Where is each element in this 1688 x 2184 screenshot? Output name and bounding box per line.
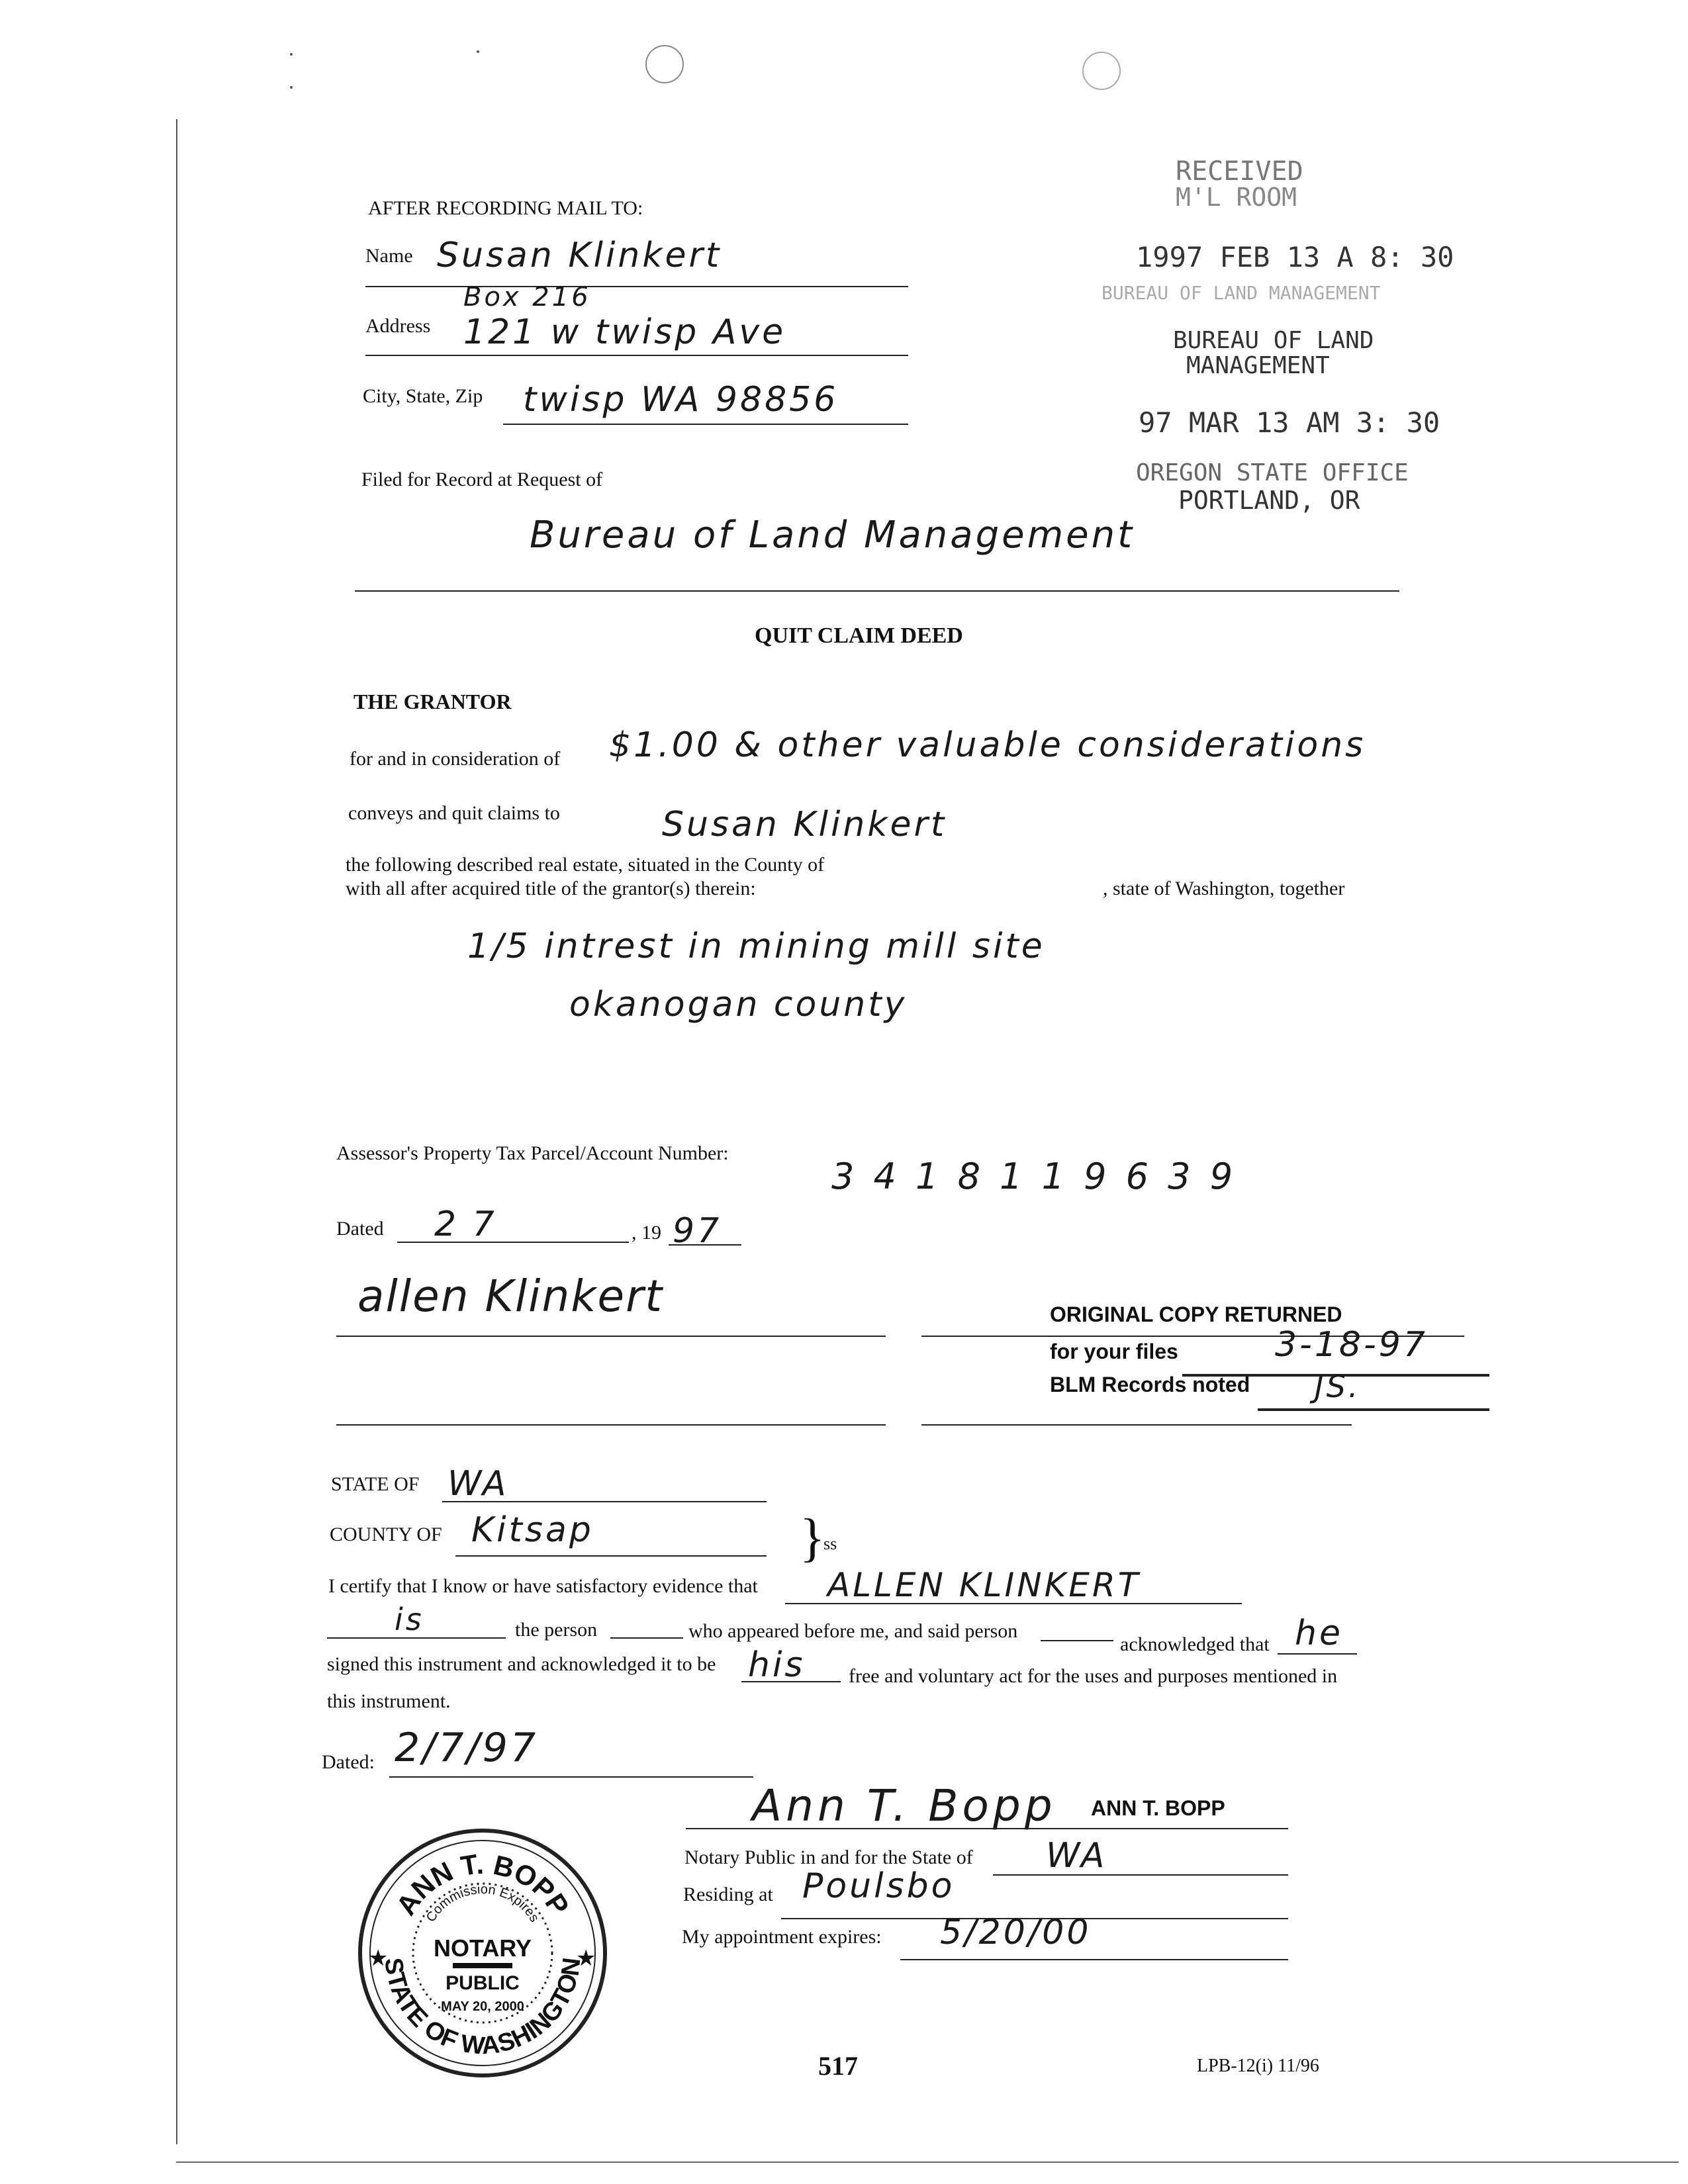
document-title: QUIT CLAIM DEED [755,623,963,648]
certify-underline [785,1603,1242,1604]
received-date-stamp: 1997 FEB 13 A 8: 30 [1136,241,1454,273]
residing-value: Poulsbo [802,1866,955,1906]
faded-stamp-line: BUREAU OF LAND MANAGEMENT [1102,282,1381,304]
person-underline [610,1637,683,1639]
blm-stamp-line2: for your files [1050,1340,1178,1363]
he-underline [1278,1653,1357,1655]
seal-star-right-icon: ★ [576,1945,596,1972]
description-line2: okanogan county [569,985,908,1024]
seal-public-text: PUBLIC [445,1972,520,1994]
grantee-value: Susan Klinkert [662,805,947,844]
bureau-stamp-line: BUREAU OF LAND [1173,327,1374,354]
signature-line-1 [336,1336,886,1337]
is-value: is [395,1602,424,1637]
address-underline [365,355,908,356]
city-label: City, State, Zip [363,385,483,407]
dated-underline [397,1242,629,1243]
bottom-border-line [176,2161,1679,2163]
punch-hole-right [1082,52,1121,90]
seal-date-text: MAY 20, 2000 [441,1999,524,2014]
county-label: COUNTY OF [330,1524,442,1545]
name-value: Susan Klinkert [437,236,722,275]
county-value: Kitsap [471,1510,594,1550]
dated-month-day: 2 7 [434,1205,497,1244]
received-stamp-line: RECEIVED [1176,156,1303,187]
appointment-underline [900,1959,1288,1960]
notary-state-underline [993,1874,1288,1876]
form-code: LPB-12(i) 11/96 [1197,2056,1319,2076]
notary-signature: Ann T. Bopp [752,1780,1056,1831]
seal-notary-text: NOTARY [434,1934,532,1962]
signature-line-3 [336,1424,886,1426]
scan-speck [290,53,293,56]
mail-room-stamp-line: M'L ROOM [1176,183,1297,212]
address-label: Address [365,315,431,337]
the-person-text: the person [515,1619,598,1641]
his-value: his [748,1645,806,1685]
blm-returned-date: 3-18-97 [1275,1325,1428,1365]
notary-public-label: Notary Public in and for the State of [684,1846,973,1868]
free-text: free and voluntary act for the uses and purposes mentioned in [849,1665,1338,1687]
bureau-date-stamp: 97 MAR 13 AM 3: 30 [1139,406,1440,439]
address-value: 121 w twisp Ave [463,312,786,352]
appointment-value: 5/20/00 [940,1913,1092,1952]
real-estate-line1: the following described real estate, situated in the County of [346,854,825,876]
office-stamp-line: OREGON STATE OFFICE [1136,459,1409,486]
ss-label: ss [823,1534,837,1553]
his-underline [741,1681,841,1682]
seal-notary-underbar [453,1963,512,1968]
said-person-underline [1041,1640,1113,1641]
punch-hole-left [645,45,684,83]
residing-label: Residing at [683,1884,773,1905]
appeared-text: who appeared before me, and said person [688,1620,1018,1642]
notary-printed-name: ANN T. BOPP [1091,1796,1225,1820]
real-estate-line2: with all after acquired title of the grantor(s) therein: [346,878,756,899]
consideration-value: $1.00 & other valuable considerations [609,725,1366,765]
blm-stamp-line1: ORIGINAL COPY RETURNED [1050,1302,1342,1326]
year-underline [669,1244,741,1246]
dated-label: Dated [336,1218,384,1240]
notary-dated-label: Dated: [322,1751,375,1773]
signed-text: signed this instrument and acknowledged it to be [327,1653,716,1675]
dated-century: , 19 [632,1222,661,1244]
appointment-label: My appointment expires: [682,1926,882,1948]
blm-noted-initials: JS. [1315,1369,1361,1404]
seal-commission-text: Commission Expires [423,1882,542,1925]
he-value: he [1295,1614,1343,1653]
scan-speck [290,86,293,89]
portland-stamp-line: PORTLAND, OR [1178,486,1360,515]
mail-to-heading: AFTER RECORDING MAIL TO: [368,197,643,219]
state-together-text: , state of Washington, together [1103,878,1345,899]
certify-text: I certify that I know or have satisfactory evidence that [328,1575,758,1597]
city-value: twisp WA 98856 [523,380,839,420]
notary-dated-value: 2/7/97 [395,1725,539,1771]
box-value: Box 216 [463,282,591,312]
blm-stamp-line3: BLM Records noted [1050,1373,1250,1396]
notary-seal [353,1824,612,2082]
consideration-label: for and in consideration of [350,748,561,770]
blm-line3-underline [1258,1408,1489,1411]
this-instrument-text: this instrument. [327,1690,451,1712]
seal-bottom-text: STATE OF WASHINGTON [379,1956,586,2060]
filed-value: Bureau of Land Management [530,514,1135,557]
acknowledged-that-text: acknowledged that [1120,1633,1270,1655]
notary-public-state: WA [1046,1836,1107,1876]
ss-brace: } [800,1509,825,1567]
filed-label: Filed for Record at Request of [361,469,603,490]
grantor-signature: allen Klinkert [357,1271,664,1322]
parcel-value: 3 4 1 8 1 1 9 6 3 9 [831,1156,1237,1197]
signature-line-4 [921,1424,1352,1426]
county-underline [455,1555,767,1557]
grantor-heading: THE GRANTOR [353,690,512,713]
scan-speck [477,50,479,53]
page-number: 517 [818,2051,858,2081]
state-underline [442,1501,767,1502]
section-divider [355,590,1399,592]
name-label: Name [365,245,413,267]
name-underline [365,286,908,287]
description-line1: 1/5 intrest in mining mill site [467,927,1045,966]
state-value: WA [447,1464,509,1504]
conveys-label: conveys and quit claims to [348,802,560,824]
seal-top-text: ANN T. BOPP [390,1848,575,1921]
city-underline [503,424,908,425]
management-stamp-line: MANAGEMENT [1186,352,1330,379]
notary-dated-underline [389,1776,753,1778]
left-margin-line [176,119,177,2144]
certify-name: ALLEN KLINKERT [827,1566,1141,1604]
seal-star-left-icon: ★ [368,1945,389,1972]
parcel-label: Assessor's Property Tax Parcel/Account Number: [336,1142,729,1164]
state-label: STATE OF [331,1473,420,1495]
dated-year: 97 [673,1211,722,1251]
is-underline [327,1637,506,1639]
notary-signature-line [686,1828,1288,1829]
